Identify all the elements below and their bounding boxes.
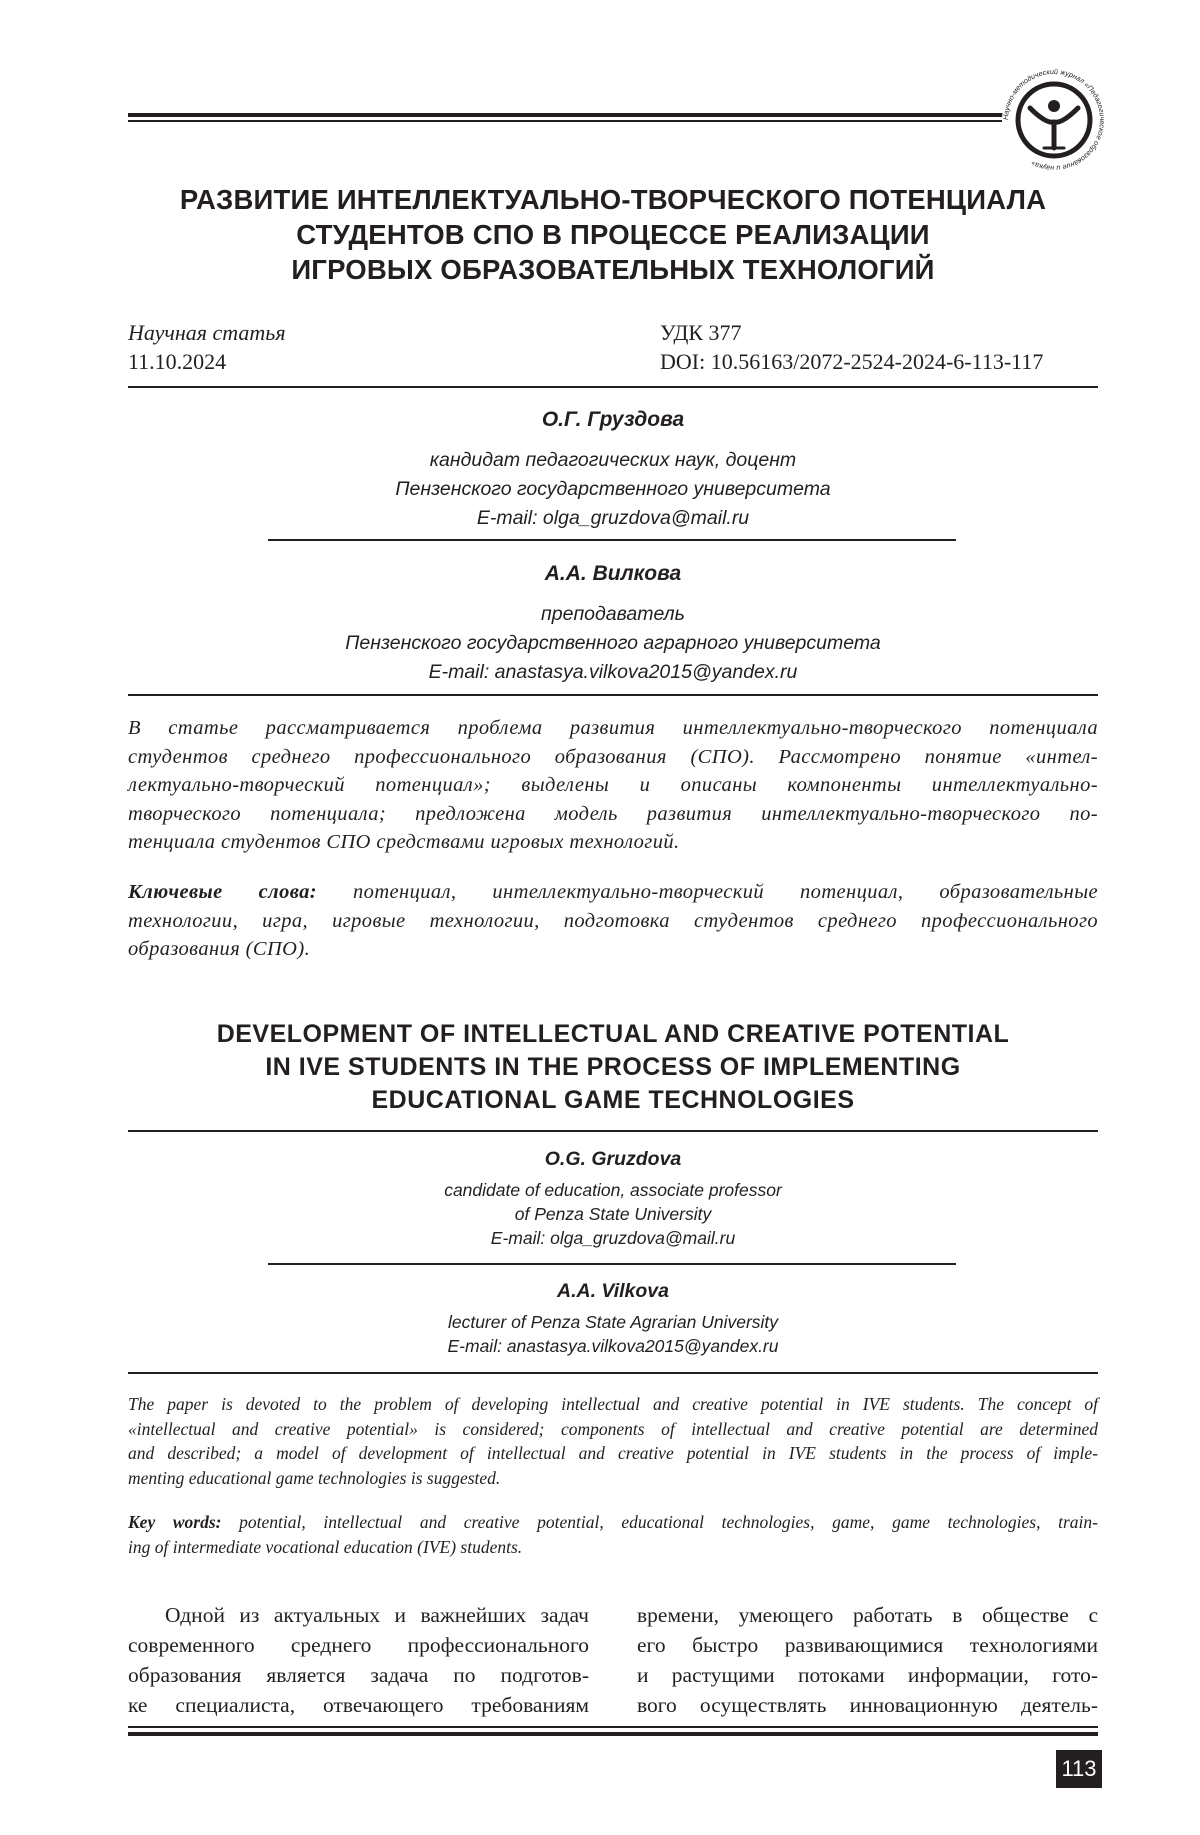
logo-ring-text: Научно-методический журнал «Педагогическое образование и наука» <box>1000 66 1108 174</box>
keywords-en-text: potential, intellectual and creative potential, educational technologies, game, game technologies, train- <box>239 1512 1099 1532</box>
authors-en-end-separator <box>128 1372 1098 1374</box>
body-line: ке специалиста, отвечающего требованиям <box>128 1693 589 1717</box>
article-date: 11.10.2024 <box>128 349 227 374</box>
meta-separator <box>128 386 1098 388</box>
body-line: его быстро развивающимися технологиями <box>637 1633 1098 1657</box>
abstract-ru <box>128 714 1098 857</box>
authors-ru-end-separator <box>128 694 1098 696</box>
page-number: 113 <box>1056 1750 1102 1788</box>
header-rule-thick <box>128 113 1005 117</box>
journal-logo <box>1000 66 1108 174</box>
article-title-ru <box>128 182 1098 287</box>
doi: DOI: 10.56163/2072-2524-2024-6-113-117 <box>660 349 1044 374</box>
author-block-ru-1 <box>128 406 1098 533</box>
author-email: E-mail: anastasya.vilkova2015@yandex.ru <box>428 661 798 683</box>
article-type: Научная статья <box>128 320 286 345</box>
title-en-line: EDUCATIONAL GAME TECHNOLOGIES <box>371 1086 855 1114</box>
author-email: E-mail: olga_gruzdova@mail.ru <box>490 1228 736 1248</box>
footer-rule-thick <box>128 1732 1098 1736</box>
author-affiliation: Пензенского государственного аграрного университета <box>345 632 881 654</box>
abstract-ru-line: творческого потенциала; предложена модель развития интеллектуально-творческого по- <box>128 802 1098 825</box>
header-rule-thin <box>128 120 1005 122</box>
author-affiliation: of Penza State University <box>514 1204 712 1224</box>
body-line: времени, умеющего работать в обществе с <box>637 1603 1098 1627</box>
author-name: O.G. Gruzdova <box>544 1148 682 1170</box>
author-name: А.А. Вилкова <box>544 562 682 585</box>
author-en-separator <box>268 1263 956 1265</box>
title-ru-line: РАЗВИТИЕ ИНТЕЛЛЕКТУАЛЬНО-ТВОРЧЕСКОГО ПОТЕНЦИАЛА <box>179 184 1047 215</box>
keywords-en <box>128 1510 1098 1559</box>
keywords-ru-line: образования (СПО). <box>128 938 311 960</box>
abstract-en-line: The paper is devoted to the problem of developing intellectual and creative potential in IVE students. The concept of <box>128 1394 1098 1414</box>
body-line: образования является задача по подготов- <box>128 1663 589 1687</box>
abstract-ru-line: В статье рассматривается проблема развития интеллектуально-творческого потенциала <box>128 717 1098 739</box>
author-affiliation: Пензенского государственного университета <box>395 478 831 500</box>
title-en-separator <box>128 1130 1098 1132</box>
abstract-en-line: menting educational game technologies is suggested. <box>128 1467 501 1488</box>
author-block-en-2 <box>128 1278 1098 1358</box>
title-en-line: IN IVE STUDENTS IN THE PROCESS OF IMPLEMENTING <box>265 1053 961 1081</box>
author-position: candidate of education, associate professor <box>444 1180 782 1200</box>
author-name: О.Г. Груздова <box>541 408 685 431</box>
abstract-en-line: «intellectual and creative potential» is considered; components of intellectual and creative potential are determined <box>128 1418 1098 1439</box>
title-ru-line: СТУДЕНТОВ СПО В ПРОЦЕССЕ РЕАЛИЗАЦИИ <box>296 219 930 250</box>
abstract-en <box>128 1392 1098 1490</box>
author-name: A.A. Vilkova <box>557 1280 669 1302</box>
keywords-ru-line <box>128 878 1098 907</box>
author-position: преподаватель <box>541 603 685 625</box>
author-block-ru-2 <box>128 560 1098 687</box>
body-column-right <box>637 1600 1098 1720</box>
article-title-en <box>128 1018 1098 1117</box>
abstract-en-line: and described; a model of development of intellectual and creative potential in IVE students in the process of imple- <box>128 1443 1098 1463</box>
keywords-en-line <box>128 1510 1098 1535</box>
udc-code: УДК 377 <box>660 320 742 345</box>
body-line: вого осуществлять инновационную деятель- <box>637 1693 1098 1717</box>
body-line: Одной из актуальных и важнейших задач <box>165 1603 589 1627</box>
abstract-ru-line: студентов среднего профессионального образования (СПО). Рассмотрено понятие «интел- <box>128 745 1098 768</box>
abstract-ru-line: тенциала студентов СПО средствами игровых технологий. <box>128 831 680 853</box>
author-email: E-mail: olga_gruzdova@mail.ru <box>476 507 750 529</box>
keywords-ru-text: потенциал, интеллектуально-творческий потенциал, образовательные <box>353 881 1098 903</box>
keywords-en-label: Key words: <box>128 1512 222 1532</box>
body-line: и растущими потоками информации, гото- <box>637 1663 1098 1687</box>
figure-head-icon <box>1048 100 1060 112</box>
body-column-left <box>128 1600 589 1720</box>
author-block-en-1 <box>128 1146 1098 1250</box>
footer-rule-thin <box>128 1726 1098 1728</box>
keywords-ru-line: технологии, игра, игровые технологии, подготовка студентов среднего профессионального <box>128 909 1098 932</box>
keywords-ru-label: Ключевые слова: <box>128 881 318 903</box>
keywords-ru <box>128 878 1098 964</box>
keywords-en-line: ing of intermediate vocational education (IVE) students. <box>128 1536 523 1557</box>
title-ru-line: ИГРОВЫХ ОБРАЗОВАТЕЛЬНЫХ ТЕХНОЛОГИЙ <box>291 254 935 285</box>
abstract-ru-line: лектуально-творческий потенциал»; выделены и описаны компоненты интеллектуально- <box>128 774 1098 796</box>
author-separator <box>268 539 956 541</box>
body-line: современного среднего профессионального <box>128 1633 589 1657</box>
title-en-line: DEVELOPMENT OF INTELLECTUAL AND CREATIVE POTENTIAL <box>216 1020 1010 1048</box>
author-position: кандидат педагогических наук, доцент <box>429 449 797 471</box>
author-position: lecturer of Penza State Agrarian University <box>447 1312 779 1332</box>
author-email: E-mail: anastasya.vilkova2015@yandex.ru <box>447 1336 779 1356</box>
